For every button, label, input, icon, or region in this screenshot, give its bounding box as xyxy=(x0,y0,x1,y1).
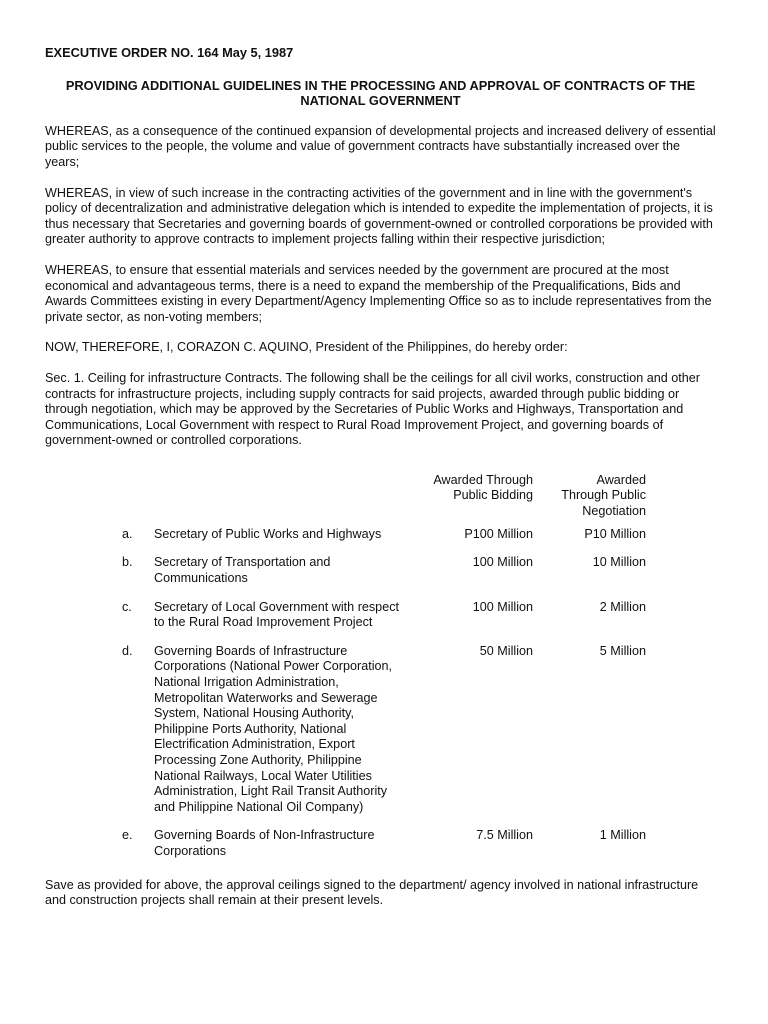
whereas-paragraph-3: WHEREAS, to ensure that essential materials and services needed by the government are procured at the most economical and advantageous terms, there is a need to expand the membership of the Prequalifications, Bids and Awards Committees existing in every Department/Agency Implementing Office so as to include representatives from the private sector, as non-voting members; xyxy=(45,262,712,324)
row-letter: d. xyxy=(122,643,133,658)
description-line: Secretary of Public Works and Highways xyxy=(154,526,382,541)
description-line: and Philippine National Oil Company) xyxy=(154,799,364,814)
description-line: Philippine Ports Authority, National xyxy=(154,721,347,736)
row-description xyxy=(154,527,416,543)
header-line: Awarded Through xyxy=(433,472,533,487)
public-bidding-ceiling: 50 Million xyxy=(479,643,533,658)
row-letter: e. xyxy=(122,828,133,843)
table-row xyxy=(45,828,716,859)
whereas-paragraph-1: WHEREAS, as a consequence of the continued expansion of developmental projects and increased delivery of essential public services to the people, the volume and value of government contracts have substantially increased over the years; xyxy=(45,123,716,169)
table-row xyxy=(45,527,716,543)
whereas-paragraph-2: WHEREAS, in view of such increase in the contracting activities of the government and in line with the government's policy of decentralization and administrative delegation which is intended to expedite the implementation of projects, it is thus necessary that Secretaries and governing boards of government-owned or controlled corporations be provided with greater authority to approve contracts to implement projects falling within their respective jurisdiction; xyxy=(45,185,713,247)
public-bidding-column-header xyxy=(389,473,533,504)
header-line: Public Bidding xyxy=(453,488,533,503)
row-letter: c. xyxy=(122,599,132,614)
table-row xyxy=(45,644,716,816)
description-line: System, National Housing Authority, xyxy=(154,706,354,721)
ceiling-table xyxy=(45,527,716,860)
description-line: Corporations (National Power Corporation, xyxy=(154,659,392,674)
row-letter: b. xyxy=(122,555,133,570)
document-title: EXECUTIVE ORDER NO. 164 May 5, 1987 xyxy=(45,45,294,60)
description-line: Processing Zone Authority, Philippine xyxy=(154,753,362,767)
section-1-paragraph: Sec. 1. Ceiling for infrastructure Contracts. The following shall be the ceilings for all civil works, construction and other contracts for infrastructure projects, including supply contracts for said projects, awarded through public bidding or through negotiation, which may be approved by the Secretaries of Public Works and Highways, Transportation and Communications, Local Government with respect to Rural Road Improvement Project, and governing boards of government-owned or controlled corporations. xyxy=(45,370,700,448)
public-bidding-ceiling: 100 Million xyxy=(472,555,533,570)
document-subtitle: PROVIDING ADDITIONAL GUIDELINES IN THE PROCESSING AND APPROVAL OF CONTRACTS OF THE NATIONAL GOVERNMENT xyxy=(65,77,696,109)
public-negotiation-column-header xyxy=(535,473,646,520)
ceiling-table-header xyxy=(45,473,716,521)
description-line: to the Rural Road Improvement Project xyxy=(154,615,373,630)
description-line: Secretary of Transportation and xyxy=(154,555,331,570)
description-line: Governing Boards of Infrastructure xyxy=(154,643,348,658)
row-description xyxy=(154,644,416,816)
description-line: Electrification Administration, Export xyxy=(154,737,355,752)
description-line: National Railways, Local Water Utilities xyxy=(154,768,372,783)
description-line: Administration, Light Rail Transit Authority xyxy=(154,784,388,799)
table-row xyxy=(45,600,716,631)
description-line: Governing Boards of Non-Infrastructure xyxy=(154,828,375,843)
header-line: Awarded xyxy=(596,472,646,487)
public-negotiation-ceiling: 5 Million xyxy=(599,643,646,658)
header-line: Negotiation xyxy=(582,504,646,519)
public-bidding-ceiling: 100 Million xyxy=(472,599,533,614)
table-row xyxy=(45,555,716,586)
public-bidding-ceiling: P100 Million xyxy=(464,526,533,541)
public-negotiation-ceiling: 10 Million xyxy=(592,555,646,570)
order-paragraph: NOW, THEREFORE, I, CORAZON C. AQUINO, President of the Philippines, do hereby order: xyxy=(45,340,568,355)
public-negotiation-ceiling: 1 Million xyxy=(599,828,646,843)
description-line: Communications xyxy=(154,571,248,586)
description-line: National Irrigation Administration, xyxy=(154,675,339,690)
row-letter: a. xyxy=(122,526,133,541)
row-description xyxy=(154,828,416,859)
public-negotiation-ceiling: P10 Million xyxy=(584,526,646,541)
public-bidding-ceiling: 7.5 Million xyxy=(476,828,533,843)
header-line: Through Public xyxy=(561,488,646,503)
description-line: Metropolitan Waterworks and Sewerage xyxy=(154,690,378,705)
closing-paragraph: Save as provided for above, the approval ceilings signed to the department/ agency involved in national infrastructure and construction projects shall remain at their present levels. xyxy=(45,877,699,908)
row-description xyxy=(154,555,416,586)
description-line: Corporations xyxy=(154,843,227,858)
public-negotiation-ceiling: 2 Million xyxy=(599,599,646,614)
row-description xyxy=(154,600,416,631)
description-line: Secretary of Local Government with respect xyxy=(154,599,399,614)
